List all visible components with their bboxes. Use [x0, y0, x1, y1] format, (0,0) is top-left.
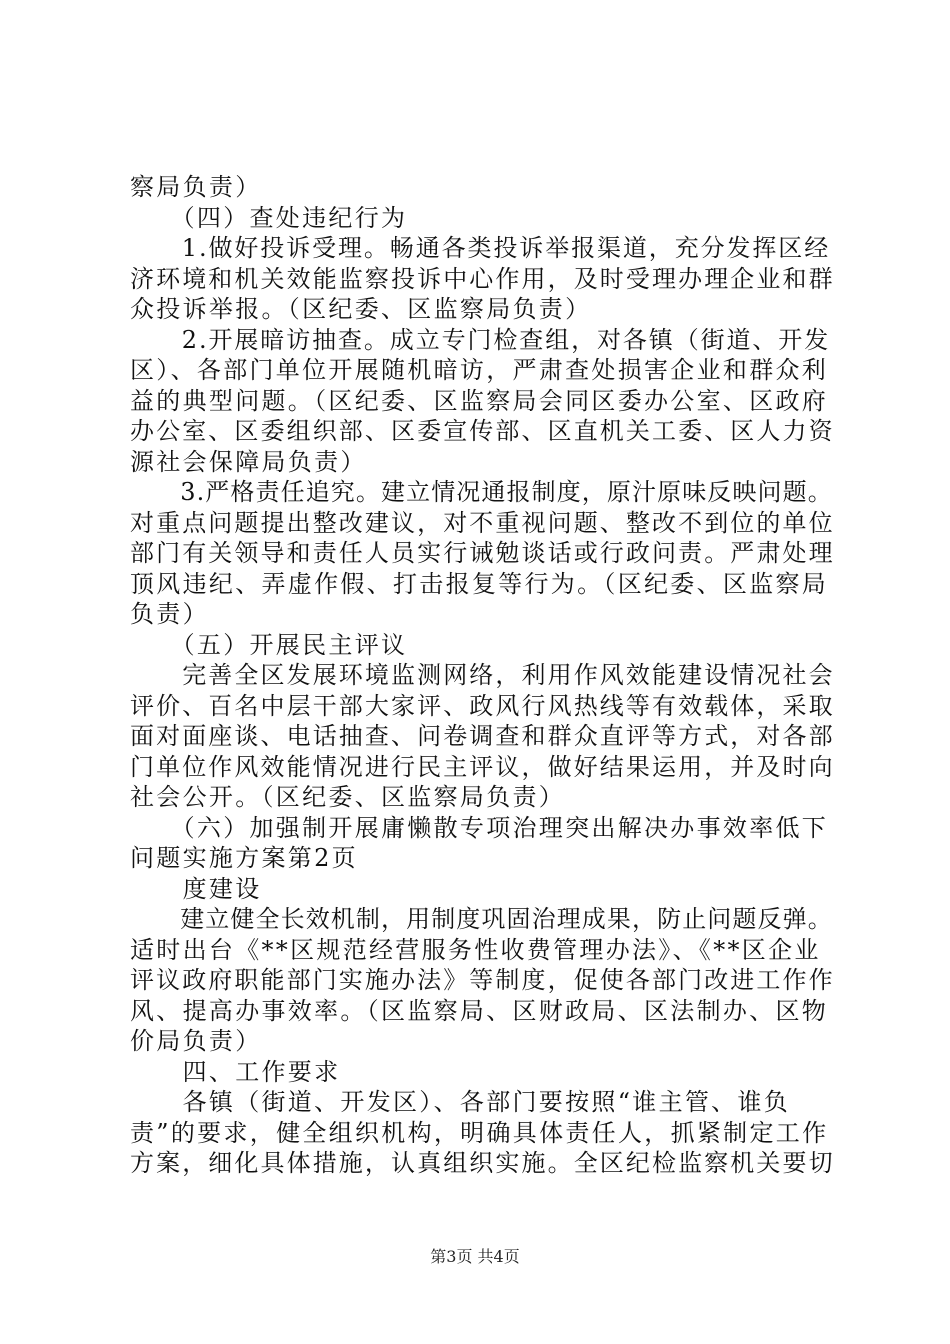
- text-line: 方案，细化具体措施，认真组织实施。全区纪检监察机关要切: [130, 1149, 835, 1177]
- text-line: 评价、百名中层干部大家评、政风行风热线等有效载体，采取: [130, 691, 835, 720]
- text-line: 责”的要求，健全组织机构，明确具体责任人，抓紧制定工作: [130, 1118, 829, 1147]
- text-line: 负责）: [130, 600, 209, 628]
- text-line: 价局负责）: [130, 1027, 262, 1055]
- text-line: 面对面座谈、电话抽查、问卷调查和群众直评等方式，对各部: [130, 722, 835, 750]
- text-line: 区）、各部门单位开展随机暗访，严肃查处损害企业和群众利: [130, 356, 829, 384]
- text-line: 问题实施方案第2页: [130, 844, 358, 872]
- text-line: 济环境和机关效能监察投诉中心作用，及时受理办理企业和群: [130, 264, 835, 293]
- text-line: 建立健全长效机制，用制度巩固治理成果，防止问题反弹。: [130, 905, 833, 933]
- text-line: 对重点问题提出整改建议，对不重视问题、整改不到位的单位: [130, 508, 835, 537]
- text-line: 2.开展暗访抽查。成立专门检查组，对各镇（街道、开发: [130, 325, 831, 354]
- text-line: 适时出台《**区规范经营服务性收费管理办法》、《**区企业: [130, 935, 821, 964]
- section-heading: （六）加强制开展庸懒散专项治理突出解决办事效率低下: [130, 813, 829, 842]
- text-line: 源社会保障局负责）: [130, 447, 367, 476]
- text-line: 完善全区发展环境监测网络，利用作风效能建设情况社会: [130, 661, 835, 689]
- text-line: 度建设: [130, 874, 262, 903]
- text-line: 评议政府职能部门实施办法》等制度，促使各部门改进工作作: [130, 966, 835, 994]
- text-line: 部门有关领导和责任人员实行诫勉谈话或行政问责。严肃处理: [130, 539, 835, 567]
- text-line: 顶风违纪、弄虚作假、打击报复等行为。（区纪委、区监察局: [130, 569, 829, 598]
- text-line: 众投诉举报。（区纪委、区监察局负责）: [130, 295, 592, 323]
- document-body: [130, 172, 835, 1179]
- section-heading: （四）查处违纪行为: [130, 203, 408, 232]
- text-line: 各镇（街道、开发区）、各部门要按照“谁主管、谁负: [130, 1088, 791, 1116]
- section-heading: （五）开展民主评议: [130, 630, 408, 659]
- text-line: 社会公开。（区纪委、区监察局负责）: [130, 783, 566, 811]
- text-line: 风、提高办事效率。（区监察局、区财政局、区法制办、区物: [130, 996, 829, 1025]
- text-line: 察局负责）: [130, 173, 262, 201]
- text-line: 办公室、区委组织部、区委宣传部、区直机关工委、区人力资: [130, 417, 835, 445]
- text-line: 门单位作风效能情况进行民主评议，做好结果运用，并及时向: [130, 752, 835, 781]
- page-number-footer: 第3页 共4页: [430, 1247, 520, 1266]
- text-line: 益的典型问题。（区纪委、区监察局会同区委办公室、区政府: [130, 386, 829, 415]
- text-line: 3.严格责任追究。建立情况通报制度，原汁原味反映问题。: [130, 478, 833, 506]
- text-line: 1.做好投诉受理。畅通各类投诉举报渠道，充分发挥区经: [130, 234, 831, 262]
- section-heading: 四、工作要求: [130, 1057, 341, 1086]
